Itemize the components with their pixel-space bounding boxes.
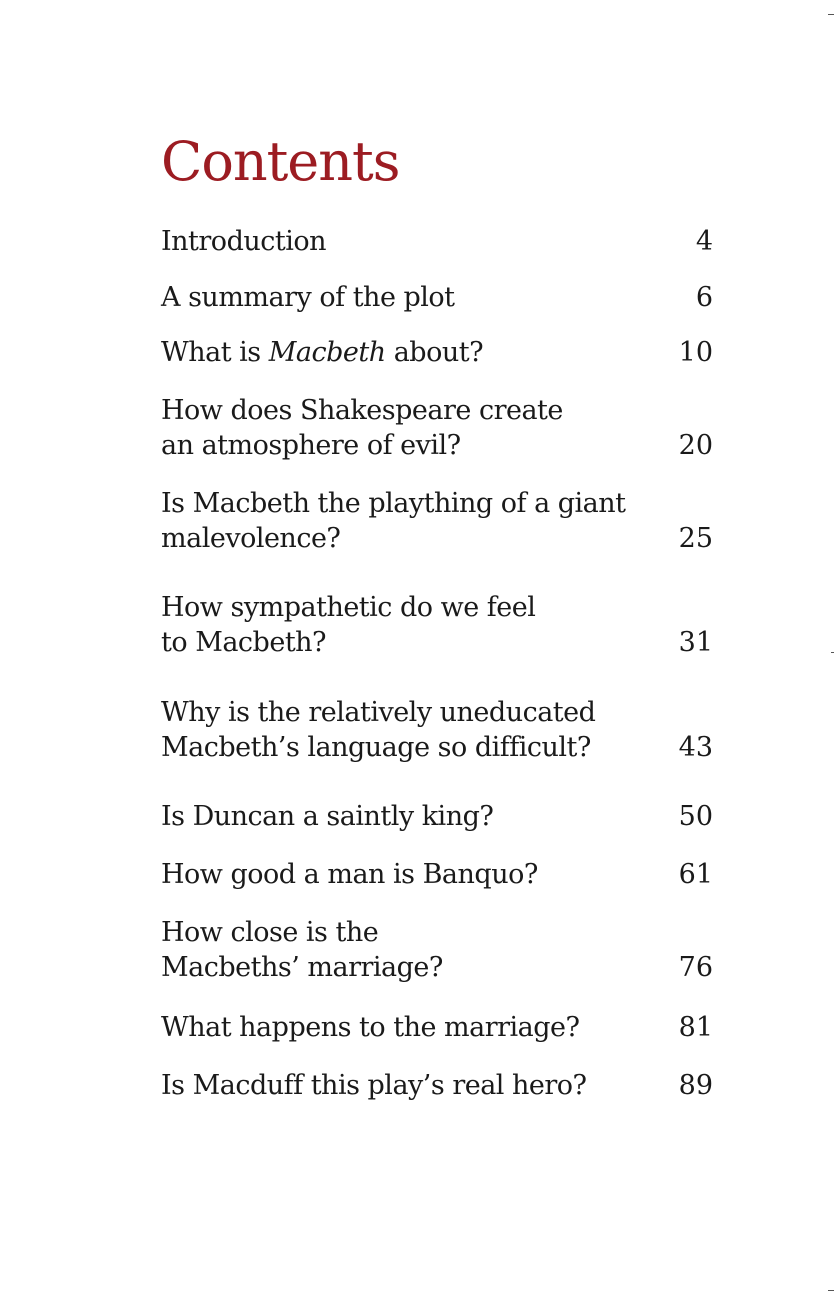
toc-entry-macbeths-language[interactable] [161,695,713,765]
toc-entry-line: What happens to the marriage? [161,1012,580,1043]
toc-entry-title [161,695,631,765]
toc-entry-line: How good a man is Banquo? [161,859,538,890]
toc-entry-title [161,486,631,556]
toc-entry-line: A summary of the plot [161,282,455,313]
toc-entry-duncan[interactable] [161,799,713,834]
toc-entry-page: 6 [695,282,713,313]
toc-entry-sympathetic-to-macbeth[interactable] [161,590,713,660]
toc-entry-macduff[interactable] [161,1068,713,1103]
toc-entry-line: How sympathetic do we feel [161,592,536,623]
toc-entry-line: Macbeth’s language so difficult? [161,732,591,763]
toc-entry-line: How does Shakespeare create [161,395,563,426]
toc-entry-text: What is [161,337,269,368]
toc-entry-page: 43 [678,732,713,763]
toc-entry-what-is-macbeth-about[interactable] [161,335,713,370]
toc-entry-title [161,915,631,985]
toc-entry-summary[interactable] [161,280,713,315]
toc-entry-line: How close is the [161,917,379,948]
toc-entry-page: 20 [678,430,713,461]
toc-entry-title [161,280,631,315]
toc-entry-banquo[interactable] [161,857,713,892]
toc-entry-giant-malevolence[interactable] [161,486,713,556]
toc-entry-line: Is Macbeth the plaything of a giant [161,488,626,519]
toc-entry-text: about? [385,337,484,368]
toc-entry-macbeths-marriage[interactable] [161,915,713,985]
toc-entry-page: 10 [678,337,713,368]
toc-entry-line: malevolence? [161,523,341,554]
toc-entry-title [161,335,631,370]
toc-entry-page: 4 [695,226,713,257]
toc-entry-page: 89 [678,1070,713,1101]
toc-entry-line: to Macbeth? [161,627,327,658]
toc-entry-page: 61 [678,859,713,890]
toc-entry-line: Introduction [161,226,326,257]
crop-mark [828,1290,834,1291]
toc-entry-title [161,857,631,892]
crop-mark [828,14,834,15]
toc-entry-title [161,1010,631,1045]
toc-entry-page: 25 [678,523,713,554]
toc-entry-title [161,393,631,463]
toc-entry-line: Macbeths’ marriage? [161,952,443,983]
toc-entry-what-happens-marriage[interactable] [161,1010,713,1045]
toc-entry-line: Is Duncan a saintly king? [161,801,494,832]
toc-entry-page: 50 [678,801,713,832]
toc-entry-page: 76 [678,952,713,983]
toc-entry-page: 31 [678,627,713,658]
toc-entry-title [161,1068,631,1103]
toc-entry-line: Is Macduff this play’s real hero? [161,1070,587,1101]
page-title: Contents [161,130,400,193]
toc-entry-italic-text: Macbeth [268,337,386,368]
toc-entry-introduction[interactable] [161,224,713,259]
toc-entry-line [161,335,631,370]
toc-entry-title [161,590,631,660]
toc-entry-atmosphere-of-evil[interactable] [161,393,713,463]
toc-entry-page: 81 [678,1012,713,1043]
toc-entry-line: Why is the relatively uneducated [161,697,596,728]
toc-entry-title [161,224,631,259]
toc-entry-title [161,799,631,834]
toc-entry-line: an atmosphere of evil? [161,430,461,461]
